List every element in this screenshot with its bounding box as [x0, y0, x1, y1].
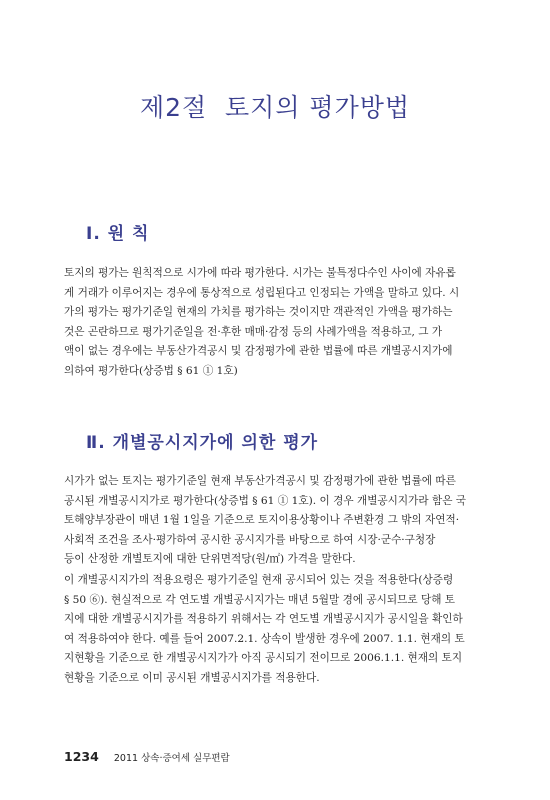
paragraph-line: 이 개별공시지가의 적용요령은 평가기준일 현재 공시되어 있는 것을 적용한다(상증령 — [64, 574, 454, 586]
section-heading-principle: Ⅰ. 원 칙 — [86, 224, 150, 244]
paragraph-official-land-price-2 — [64, 571, 488, 689]
paragraph-line: 등이 산정한 개별토지에 대한 단위면적당(원/㎡) 가격을 말한다. — [64, 553, 356, 566]
paragraph-line: 것은 곤란하므로 평가기준일을 전·후한 매매·감정 등의 사례가액을 적용하고, 그 가 — [64, 325, 443, 338]
paragraph-line: 시가가 없는 토지는 평가기준일 현재 부동산가격공시 및 감정평가에 관한 법률에 따른 — [64, 475, 456, 487]
paragraph-line: § 50 ⑥). 현실적으로 각 연도별 개별공시지가는 매년 5월말 경에 공시되므로 당해 토 — [64, 593, 456, 606]
paragraph-line: 여 적용하여야 한다. 예를 들어 2007.2.1. 상속이 발생한 경우에 2007. 1.1. 현재의 토 — [64, 632, 465, 645]
paragraph-line: 토지의 평가는 원칙적으로 시가에 따라 평가한다. 시가는 불특정다수인 사이에 자유롭 — [64, 267, 456, 279]
paragraph-official-land-price-1 — [64, 472, 488, 570]
paragraph-principle — [64, 264, 488, 382]
paragraph-line: 사회적 조건을 조사·평가하여 공시한 공시지가를 바탕으로 하여 시장·군수·구청장 — [64, 533, 436, 546]
paragraph-line: 게 거래가 이루어지는 경우에 통상적으로 성립된다고 인정되는 가액을 말하고 있다. 시 — [64, 286, 460, 299]
paragraph-line: 공시된 개별공시지가로 평가한다(상증법 § 61 ① 1호). 이 경우 개별공시지가라 함은 국 — [64, 494, 467, 507]
paragraph-line: 토해양부장관이 매년 1월 1일을 기준으로 토지이용상황이나 주변환경 그 밖의 자연적· — [64, 514, 460, 527]
paragraph-line: 의하여 평가한다(상증법 § 61 ① 1호) — [64, 364, 238, 377]
page-number: 1234 — [64, 749, 99, 764]
section-heading-official-land-price: Ⅱ. 개별공시지가에 의한 평가 — [86, 433, 319, 453]
page-footer — [64, 746, 230, 765]
book-title: 2011 상속·증여세 실무편람 — [113, 753, 230, 764]
paragraph-line: 현황을 기준으로 이미 공시된 개별공시지가를 적용한다. — [64, 671, 320, 684]
paragraph-line: 가의 평가는 평가기준일 현재의 가치를 평가하는 것이지만 객관적인 가액을 평가하는 — [64, 306, 453, 319]
paragraph-line: 액이 없는 경우에는 부동산가격공시 및 감정평가에 관한 법률에 따른 개별공시지가에 — [64, 345, 453, 358]
paragraph-line: 지현황을 기준으로 한 개별공시지가가 아직 공시되기 전이므로 2006.1.1. 현재의 토지 — [64, 652, 463, 665]
chapter-title: 제2절 토지의 평가방법 — [139, 93, 411, 122]
paragraph-line: 지에 대한 개별공시지가를 적용하기 위해서는 각 연도별 개별공시지가 공시일을 확인하 — [64, 613, 463, 626]
